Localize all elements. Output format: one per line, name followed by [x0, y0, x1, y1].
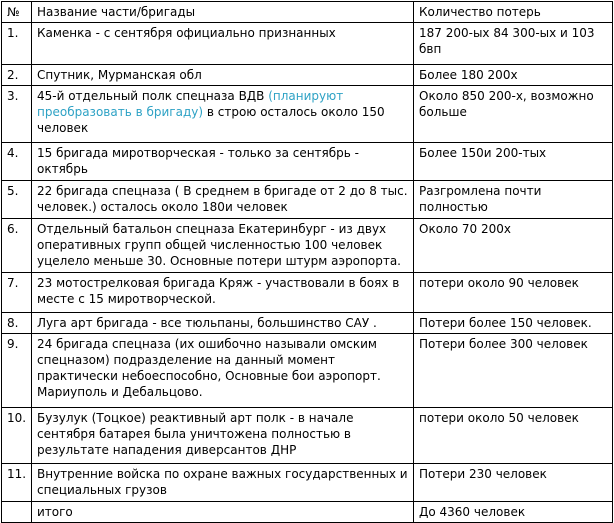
table-row [2, 86, 613, 143]
row-losses: Более 180 200х [414, 65, 613, 86]
row-number: 11. [2, 464, 32, 502]
row-losses: потери около 50 человек [414, 408, 613, 464]
total-label: итого [32, 502, 414, 523]
row-number: 2. [2, 65, 32, 86]
table-row [2, 273, 613, 313]
row-number: 7. [2, 273, 32, 313]
row-losses: Потери более 300 человек [414, 334, 613, 408]
row-number: 3. [2, 86, 32, 143]
row-number: 1. [2, 23, 32, 65]
table-row [2, 65, 613, 86]
table-row [2, 143, 613, 181]
row-number [2, 502, 32, 523]
row-unit [32, 86, 414, 143]
row-losses: Около 850 200-х, возможно больше [414, 86, 613, 143]
total-losses: До 4360 человек [414, 502, 613, 523]
row-unit: Луга арт бригада - все тюльпаны, большинство САУ . [32, 313, 414, 334]
row-unit: Внутренние войска по охране важных государственных и специальных грузов [32, 464, 414, 502]
row-losses: Потери 230 человек [414, 464, 613, 502]
row-losses: потери около 90 человек [414, 273, 613, 313]
table-row [2, 334, 613, 408]
row-unit: Каменка - с сентября официально признанных [32, 23, 414, 65]
unit-text: 45-й отдельный полк спецназа ВДВ [37, 89, 269, 103]
table-row [2, 464, 613, 502]
row-unit: 15 бригада миротворческая - только за сентябрь - октябрь [32, 143, 414, 181]
table-row [2, 181, 613, 219]
row-losses: Более 150и 200-тых [414, 143, 613, 181]
row-number: 8. [2, 313, 32, 334]
row-number: 5. [2, 181, 32, 219]
header-losses: Количество потерь [414, 2, 613, 23]
row-losses: Разгромлена почти полностью [414, 181, 613, 219]
row-unit: 22 бригада спецназа ( В среднем в бригаде от 2 до 8 тыс. человек.) осталось около 180и человек [32, 181, 414, 219]
losses-table [1, 1, 613, 523]
table-row [2, 408, 613, 464]
row-number: 9. [2, 334, 32, 408]
unit-text: в строю осталось около 150 человек [37, 105, 385, 135]
row-losses: Около 70 200х [414, 219, 613, 273]
table-row [2, 313, 613, 334]
row-number: 6. [2, 219, 32, 273]
table-total-row [2, 502, 613, 523]
table-row [2, 219, 613, 273]
row-unit: Отдельный батальон спецназа Екатеринбург - из двух оперативных групп общей численностью 100 человек уцелело меньше 30. Основные потери штурм аэропорта. [32, 219, 414, 273]
header-number: № [2, 2, 32, 23]
row-number: 10. [2, 408, 32, 464]
table-header-row [2, 2, 613, 23]
header-unit: Название части/бригады [32, 2, 414, 23]
row-unit: Спутник, Мурманская обл [32, 65, 414, 86]
row-unit: 23 мотострелковая бригада Кряж - участвовали в боях в месте с 15 миротворческой. [32, 273, 414, 313]
unit-link[interactable]: (планируют преобразовать в бригаду) [37, 89, 344, 119]
row-losses: 187 200-ых 84 300-ых и 103 бвп [414, 23, 613, 65]
row-number: 4. [2, 143, 32, 181]
row-unit: 24 бригада спецназа (их ошибочно называли омским спецназом) подразделение на данный момент практически небоеспособно, Основные бои аэропорт. Мариуполь и Дебальцово. [32, 334, 414, 408]
row-unit: Бузулук (Тоцкое) реактивный арт полк - в начале сентября батарея была уничтожена полностью в результате нападения диверсантов ДНР [32, 408, 414, 464]
row-losses: Потери более 150 человек. [414, 313, 613, 334]
table-row [2, 23, 613, 65]
